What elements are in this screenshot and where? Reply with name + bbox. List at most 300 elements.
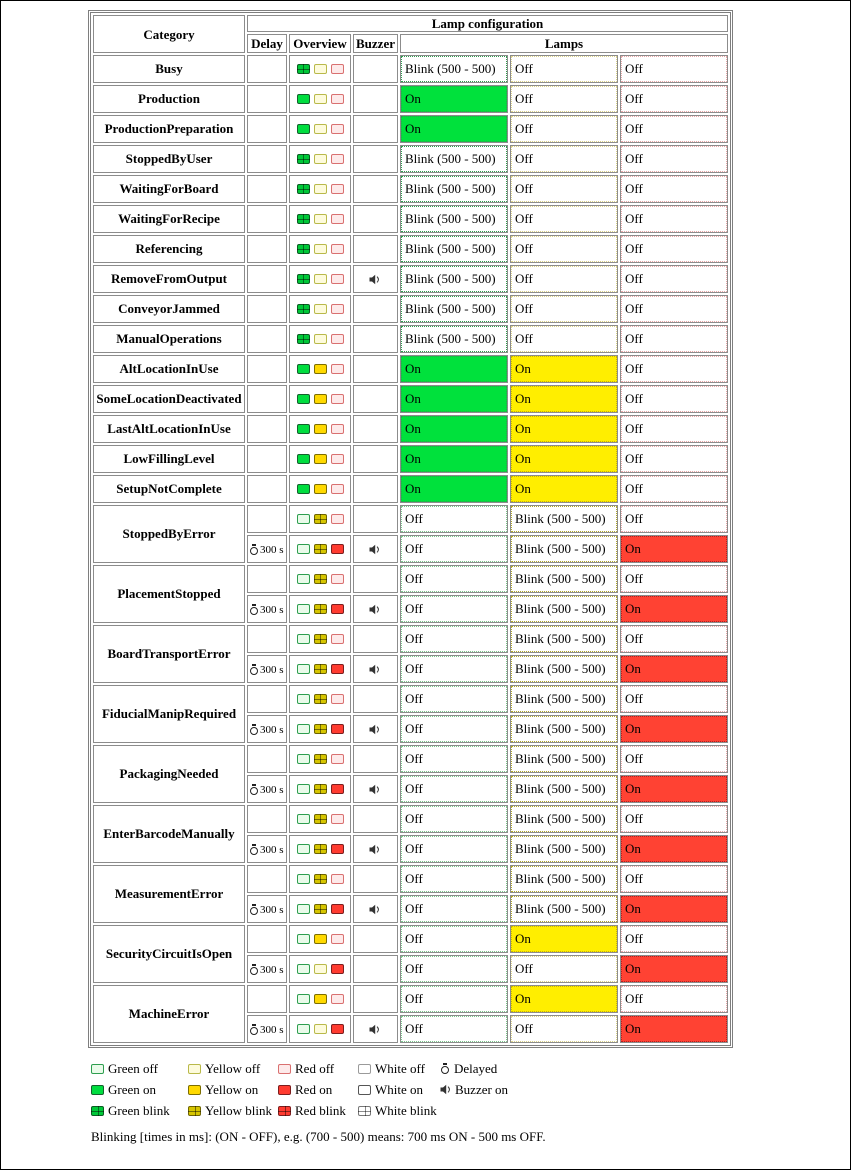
legend-label: Yellow off [205,1060,261,1076]
lamp-cell-red [620,175,728,203]
lamp-cell-green [400,955,508,983]
overview-cell [289,565,351,593]
red-off-icon [331,934,344,944]
config-row [93,145,728,173]
overview-cell [289,325,351,353]
config-row [93,175,728,203]
buzzer-cell [353,895,398,923]
lamp-cell-red [620,445,728,473]
category-EnterBarcodeManually: EnterBarcodeManually [93,805,245,863]
delay-value: 300 s [260,604,284,616]
lamp-state-yellow: Blink (500 - 500) [511,596,617,622]
buzzer-cell [353,115,398,143]
delay-value: 300 s [260,964,284,976]
lamp-state-red: Off [621,566,727,592]
red-on-icon [331,604,344,614]
lamp-state-green: Off [401,926,507,952]
yellow-off-icon [314,154,327,164]
lamp-state-yellow: Off [511,206,617,232]
overview-cell [289,385,351,413]
lamp-cell-yellow [510,955,618,983]
lamp-cell-green [400,235,508,263]
yellow-blink-icon [314,514,327,524]
buzzer-cell [353,655,398,683]
lamp-state-green: Off [401,956,507,982]
lamp-state-yellow: On [511,476,617,502]
lamp-state-yellow: On [511,446,617,472]
red-off-icon [331,574,344,584]
config-row [93,325,728,353]
buzzer-icon [369,724,381,735]
buzzer-icon [369,274,381,285]
green-on-icon [297,424,310,434]
buzzer-cell [353,55,398,83]
lamp-cell-red [620,805,728,833]
header-row-1 [93,15,728,32]
buzzer-cell [353,265,398,293]
lamp-cell-red [620,265,728,293]
lamp-state-red: On [621,536,727,562]
red-off-icon [331,634,344,644]
category-BoardTransportError: BoardTransportError [93,625,245,683]
overview-cell [289,835,351,863]
lamp-state-yellow: On [511,416,617,442]
lamp-cell-red [620,685,728,713]
delayed-icon [440,1063,450,1074]
lamp-cell-green [400,145,508,173]
yellow-blink-icon [314,634,327,644]
delay-cell [247,415,287,443]
legend-label: Red blink [295,1102,346,1118]
lamp-cell-red [620,55,728,83]
config-row [93,265,728,293]
lamp-cell-red [620,205,728,233]
buzzer-cell [353,985,398,1013]
buzzer-icon [369,604,381,615]
green-off-icon [91,1064,104,1074]
green-off-icon [297,544,310,554]
yellow-on-icon [314,484,327,494]
legend-green-on [91,1082,188,1098]
lamp-cell-yellow [510,265,618,293]
buzzer-icon [369,844,381,855]
delay-cell [247,985,287,1013]
lamp-cell-yellow [510,865,618,893]
delayed-icon [249,724,259,735]
lamp-cell-green [400,55,508,83]
lamp-state-red: Off [621,686,727,712]
red-off-icon [331,754,344,764]
lamp-state-green: Blink (500 - 500) [401,236,507,262]
green-blink-icon [297,274,310,284]
legend-green-off [91,1061,188,1077]
buzzer-cell [353,685,398,713]
delayed-icon [249,664,259,675]
overview-cell [289,265,351,293]
green-off-icon [297,514,310,524]
red-on-icon [278,1085,291,1095]
yellow-blink-icon [314,844,327,854]
config-row [93,475,728,503]
category-LastAltLocationInUse: LastAltLocationInUse [93,415,245,443]
lamp-state-red: On [621,716,727,742]
overview-cell [289,805,351,833]
lamp-cell-green [400,115,508,143]
buzzer-cell [353,355,398,383]
lamp-state-green: Off [401,626,507,652]
overview-cell [289,445,351,473]
yellow-off-icon [314,124,327,134]
white-on-icon [358,1085,371,1095]
buzzer-cell [353,145,398,173]
overview-cell [289,985,351,1013]
category-header: Category [93,15,245,53]
green-off-icon [297,574,310,584]
overview-cell [289,955,351,983]
lamp-cell-red [620,835,728,863]
legend-yellow-off [188,1061,278,1077]
yellow-on-icon [314,994,327,1004]
table-area [88,10,733,1053]
lamp-state-green: Blink (500 - 500) [401,176,507,202]
category-FiducialManipRequired: FiducialManipRequired [93,685,245,743]
yellow-blink-icon [314,784,327,794]
delay-cell [247,175,287,203]
lamp-cell-yellow [510,385,618,413]
delay-cell [247,505,287,533]
delayed-icon [249,544,259,555]
legend-label: Buzzer on [455,1081,509,1097]
delay-cell [247,895,287,923]
overview-cell [289,535,351,563]
lamp-state-green: Off [401,536,507,562]
category-SecurityCircuitIsOpen: SecurityCircuitIsOpen [93,925,245,983]
yellow-off-icon [314,304,327,314]
buzzer-cell [353,535,398,563]
green-blink-icon [297,154,310,164]
red-off-icon [331,454,344,464]
lamp-cell-yellow [510,835,618,863]
lamp-state-green: Off [401,596,507,622]
overview-cell [289,205,351,233]
delay-value: 300 s [260,904,284,916]
lamp-state-yellow: Off [511,56,617,82]
lamp-cell-yellow [510,565,618,593]
lamp-state-green: Off [401,746,507,772]
green-on-icon [297,394,310,404]
red-off-icon [331,424,344,434]
overview-cell [289,145,351,173]
lamp-cell-green [400,835,508,863]
delay-cell [247,625,287,653]
delay-value: 300 s [260,1024,284,1036]
green-on-icon [297,484,310,494]
lamp-cell-yellow [510,505,618,533]
lamp-state-yellow: Blink (500 - 500) [511,626,617,652]
lamp-cell-yellow [510,685,618,713]
legend-yellow-on [188,1082,278,1098]
yellow-blink-icon [188,1106,201,1116]
green-blink-icon [297,244,310,254]
legend-label: Delayed [454,1060,498,1076]
yellow-blink-icon [314,544,327,554]
buzzer-cell [353,865,398,893]
lamp-cell-red [620,115,728,143]
buzzer-cell [353,835,398,863]
legend-label: Red on [295,1081,333,1097]
lamp-state-red: Off [621,176,727,202]
lamp-state-green: On [401,446,507,472]
category-StoppedByError: StoppedByError [93,505,245,563]
green-blink-icon [297,214,310,224]
category-WaitingForBoard: WaitingForBoard [93,175,245,203]
yellow-blink-icon [314,874,327,884]
green-off-icon [297,844,310,854]
lamp-state-green: On [401,116,507,142]
category-WaitingForRecipe: WaitingForRecipe [93,205,245,233]
overview-cell [289,55,351,83]
red-blink-icon [278,1106,291,1116]
delay-cell [247,325,287,353]
green-off-icon [297,694,310,704]
lamp-cell-green [400,445,508,473]
delay-cell [247,925,287,953]
category-SomeLocationDeactivated: SomeLocationDeactivated [93,385,245,413]
delay-cell [247,595,287,623]
green-blink-icon [297,64,310,74]
lamp-cell-yellow [510,325,618,353]
green-off-icon [297,934,310,944]
lamp-cell-yellow [510,55,618,83]
green-blink-icon [297,304,310,314]
buzzer-cell [353,235,398,263]
lamp-cell-yellow [510,715,618,743]
lamp-cell-yellow [510,235,618,263]
lamp-state-red: Off [621,866,727,892]
config-row [93,385,728,413]
delay-cell [247,805,287,833]
green-off-icon [297,784,310,794]
lamp-cell-red [620,1015,728,1043]
lamp-state-yellow: Off [511,176,617,202]
lamp-cell-green [400,265,508,293]
lamp-state-yellow: Blink (500 - 500) [511,866,617,892]
category-LowFillingLevel: LowFillingLevel [93,445,245,473]
green-off-icon [297,874,310,884]
lamp-cell-red [620,325,728,353]
delay-cell [247,865,287,893]
lamp-cell-red [620,655,728,683]
yellow-blink-icon [314,694,327,704]
legend-green-blink [91,1103,188,1119]
yellow-off-icon [314,1024,327,1034]
lamp-cell-green [400,565,508,593]
lamp-state-green: Off [401,716,507,742]
category-ConveyorJammed: ConveyorJammed [93,295,245,323]
lamp-cell-yellow [510,655,618,683]
category-ManualOperations: ManualOperations [93,325,245,353]
lamp-cell-green [400,325,508,353]
lamp-cell-yellow [510,445,618,473]
lamp-state-yellow: Blink (500 - 500) [511,686,617,712]
delayed-icon [249,904,259,915]
buzzer-cell [353,175,398,203]
red-off-icon [331,994,344,1004]
red-off-icon [331,694,344,704]
buzzer-icon [369,1024,381,1035]
buzzer-icon [369,784,381,795]
lamp-state-green: Off [401,686,507,712]
overview-cell [289,595,351,623]
config-row [93,565,728,593]
lamp-state-yellow: On [511,356,617,382]
lamp-state-green: Blink (500 - 500) [401,206,507,232]
red-off-icon [331,94,344,104]
category-PackagingNeeded: PackagingNeeded [93,745,245,803]
delay-cell [247,745,287,773]
lamp-state-yellow: Off [511,266,617,292]
delay-cell [247,355,287,383]
legend-white-blink [358,1103,440,1119]
lamp-state-green: Off [401,656,507,682]
red-on-icon [331,664,344,674]
yellow-off-icon [314,214,327,224]
green-off-icon [297,634,310,644]
lamp-state-yellow: Blink (500 - 500) [511,776,617,802]
category-MeasurementError: MeasurementError [93,865,245,923]
lamp-state-red: Off [621,296,727,322]
buzzer-cell [353,385,398,413]
buzzer-cell [353,955,398,983]
lamp-state-red: On [621,596,727,622]
lamp-state-yellow: Blink (500 - 500) [511,746,617,772]
red-on-icon [331,844,344,854]
lamp-cell-red [620,715,728,743]
buzzer-cell [353,295,398,323]
lamp-cell-yellow [510,535,618,563]
lamp-cell-yellow [510,595,618,623]
buzzer-cell [353,805,398,833]
delayed-icon [249,604,259,615]
lamp-state-yellow: Blink (500 - 500) [511,836,617,862]
lamp-cell-red [620,985,728,1013]
buzzer-icon [369,664,381,675]
lamp-state-yellow: Off [511,1016,617,1042]
lamp-cell-red [620,475,728,503]
red-on-icon [331,964,344,974]
lamp-cell-red [620,925,728,953]
yellow-on-icon [314,934,327,944]
green-on-icon [297,364,310,374]
lamp-cell-yellow [510,205,618,233]
red-off-icon [331,304,344,314]
delay-cell [247,205,287,233]
overview-cell [289,775,351,803]
lamp-state-green: On [401,476,507,502]
lamp-cell-yellow [510,985,618,1013]
config-row [93,505,728,533]
blinking-note: Blinking [times in ms]: (ON - OFF), e.g. (700 - 500) means: 700 ms ON - 500 ms OFF. [91,1129,546,1144]
lamp-cell-green [400,535,508,563]
lamp-state-green: Off [401,896,507,922]
lamp-state-yellow: Blink (500 - 500) [511,806,617,832]
lamp-cell-yellow [510,1015,618,1043]
green-off-icon [297,724,310,734]
lamp-state-yellow: Off [511,296,617,322]
config-row [93,85,728,113]
delay-cell [247,835,287,863]
yellow-off-icon [314,184,327,194]
red-off-icon [331,334,344,344]
lamp-state-red: On [621,836,727,862]
category-Busy: Busy [93,55,245,83]
red-off-icon [331,874,344,884]
lamp-cell-red [620,295,728,323]
lamp-state-red: Off [621,86,727,112]
buzzer-cell [353,205,398,233]
lamp-state-red: Off [621,506,727,532]
lamp-cell-yellow [510,895,618,923]
delayed-icon [249,844,259,855]
lamp-state-yellow: On [511,386,617,412]
buzzer-cell [353,325,398,353]
legend-label: White blink [375,1102,437,1118]
green-off-icon [297,1024,310,1034]
lamp-cell-green [400,1015,508,1043]
yellow-on-icon [314,424,327,434]
lamp-state-yellow: Blink (500 - 500) [511,896,617,922]
overview-cell [289,235,351,263]
legend-label: Yellow blink [205,1102,272,1118]
lamp-state-red: On [621,896,727,922]
delay-cell [247,655,287,683]
lamp-cell-red [620,565,728,593]
lamp-cell-yellow [510,925,618,953]
config-row [93,805,728,833]
lamp-state-yellow: Off [511,236,617,262]
lamp-cell-red [620,385,728,413]
red-off-icon [331,214,344,224]
config-row [93,685,728,713]
config-row [93,985,728,1013]
lamp-cell-yellow [510,745,618,773]
lamp-state-red: Off [621,416,727,442]
lamp-cell-green [400,505,508,533]
legend-label: Green off [108,1060,158,1076]
yellow-off-icon [314,964,327,974]
delay-cell [247,265,287,293]
lamp-state-green: Blink (500 - 500) [401,146,507,172]
lamp-state-red: Off [621,206,727,232]
green-off-icon [297,754,310,764]
lamp-cell-yellow [510,475,618,503]
config-row [93,355,728,383]
lamp-cell-red [620,505,728,533]
green-blink-icon [297,334,310,344]
lamp-state-red: Off [621,986,727,1012]
buzzer-icon [440,1084,452,1095]
yellow-on-icon [314,454,327,464]
buzzer-cell [353,625,398,653]
delay-cell [247,385,287,413]
lamp-state-yellow: Off [511,326,617,352]
lamp-state-red: Off [621,926,727,952]
config-rows [93,55,728,1043]
config-row [93,295,728,323]
lamp-state-green: Blink (500 - 500) [401,296,507,322]
yellow-off-icon [188,1064,201,1074]
delay-cell [247,715,287,743]
